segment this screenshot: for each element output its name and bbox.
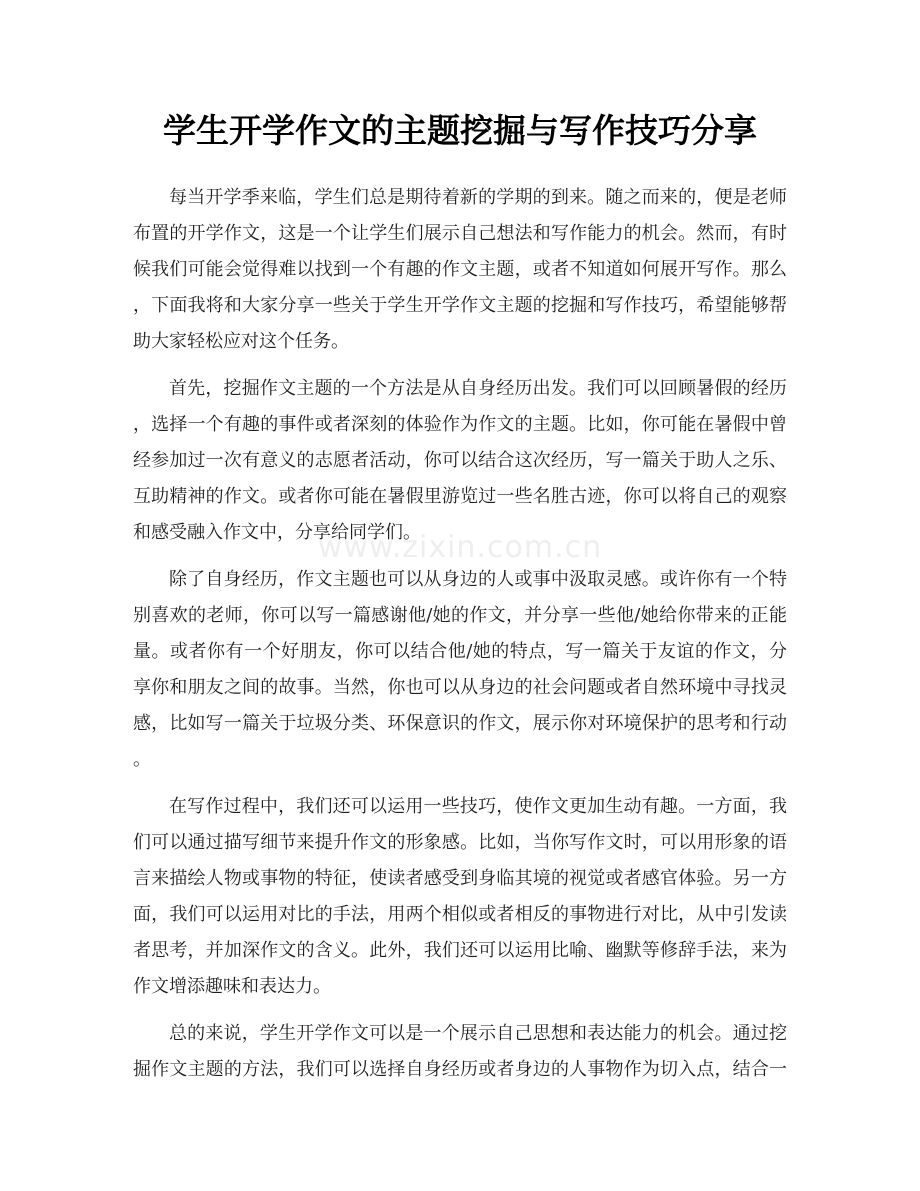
paragraph-2 <box>133 371 787 551</box>
paragraph-line: 候我们可能会觉得难以找到一个有趣的作文主题，或者不知道如何展开写作。那么 <box>133 259 787 280</box>
paragraph-line: 感，比如写一篇关于垃圾分类、环保意识的作文，展示你对环境保护的思考和行动 <box>133 713 787 734</box>
document-title: 学生开学作文的主题挖掘与写作技巧分享 <box>163 111 757 150</box>
paragraph-line: 经参加过一次有意义的志愿者活动，你可以结合这次经历，写一篇关于助人之乐、 <box>133 450 787 471</box>
watermark: www.zixin.com.cn <box>317 530 603 565</box>
paragraph-line: 们可以通过描写细节来提升作文的形象感。比如，当你写作文时，可以用形象的语 <box>133 832 787 853</box>
paragraph-3 <box>133 562 787 778</box>
paragraph-5 <box>133 1016 787 1088</box>
paragraph-line: ，下面我将和大家分享一些关于学生开学作文主题的挖掘和写作技巧，希望能够帮 <box>133 295 787 316</box>
paragraph-1 <box>133 180 787 360</box>
paragraph-line: 除了自身经历，作文主题也可以从身边的人或事中汲取灵感。或许你有一个特 <box>169 569 787 590</box>
paragraph-line: 布置的开学作文，这是一个让学生们展示自己想法和写作能力的机会。然而，有时 <box>133 223 787 244</box>
paragraph-line: 作文增添趣味和表达力。 <box>133 976 331 997</box>
paragraph-line: 首先，挖掘作文主题的一个方法是从自身经历出发。我们可以回顾暑假的经历 <box>169 378 787 399</box>
paragraph-line: 言来描绘人物或事物的特征，使读者感受到身临其境的视觉或者感官体验。另一方 <box>133 868 787 889</box>
paragraph-line: 互助精神的作文。或者你可能在暑假里游览过一些名胜古迹，你可以将自己的观察 <box>133 486 787 507</box>
paragraph-line: 总的来说，学生开学作文可以是一个展示自己思想和表达能力的机会。通过挖 <box>169 1023 787 1044</box>
paragraph-line: 别喜欢的老师，你可以写一篇感谢他/她的作文，并分享一些他/她给你带来的正能 <box>133 605 787 626</box>
document-body <box>133 180 787 1099</box>
paragraph-line: 者思考，并加深作文的含义。此外，我们还可以运用比喻、幽默等修辞手法，来为 <box>133 940 787 961</box>
paragraph-line: 量。或者你有一个好朋友，你可以结合他/她的特点，写一篇关于友谊的作文，分 <box>133 641 787 662</box>
paragraph-line: 每当开学季来临，学生们总是期待着新的学期的到来。随之而来的，便是老师 <box>169 187 787 208</box>
paragraph-line: 在写作过程中，我们还可以运用一些技巧，使作文更加生动有趣。一方面，我 <box>169 796 787 817</box>
paragraph-line: 助大家轻松应对这个任务。 <box>133 331 349 352</box>
paragraph-line: ，选择一个有趣的事件或者深刻的体验作为作文的主题。比如，你可能在暑假中曾 <box>133 414 787 435</box>
paragraph-line: 享你和朋友之间的故事。当然，你也可以从身边的社会问题或者自然环境中寻找灵 <box>133 677 787 698</box>
paragraph-line: 掘作文主题的方法，我们可以选择自身经历或者身边的人事物作为切入点，结合一 <box>133 1059 787 1080</box>
paragraph-4 <box>133 789 787 1005</box>
paragraph-line: 。 <box>133 749 151 770</box>
paragraph-line: 面，我们可以运用对比的手法，用两个相似或者相反的事物进行对比，从中引发读 <box>133 904 787 925</box>
paragraph-line: 和感受融入作文中，分享给同学们。 <box>133 522 421 543</box>
